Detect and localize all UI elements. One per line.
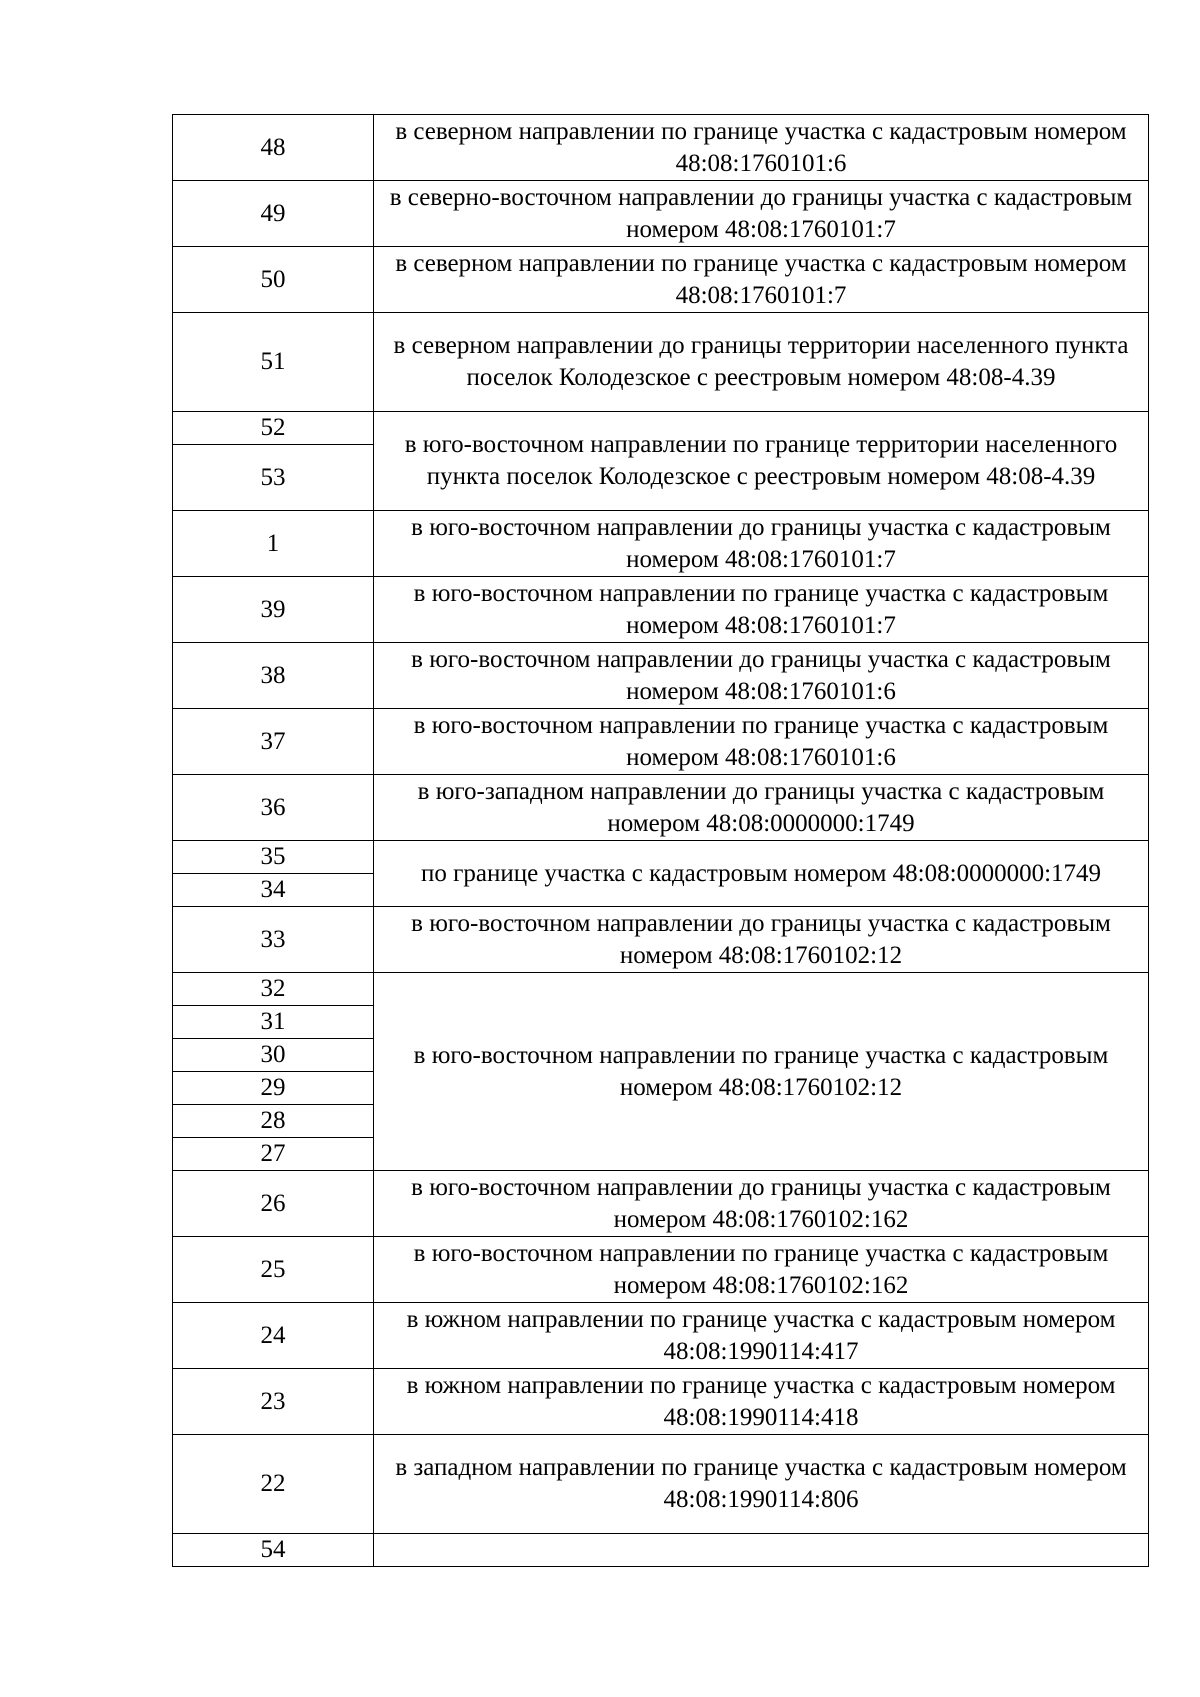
table-row xyxy=(173,709,1149,775)
boundary-description: в северном направлении по границе участка с кадастровым номером 48:08:1760101:7 xyxy=(374,247,1149,313)
table-row xyxy=(173,115,1149,181)
table-row xyxy=(173,841,1149,874)
point-number: 54 xyxy=(173,1534,374,1567)
boundary-description: в юго-восточном направлении по границе участка с кадастровым номером 48:08:1760102:12 xyxy=(374,973,1149,1171)
boundary-description: в северном направлении до границы территории населенного пункта поселок Колодезское с реестровым номером 48:08-4.39 xyxy=(374,313,1149,412)
point-number: 22 xyxy=(173,1435,374,1534)
point-number: 38 xyxy=(173,643,374,709)
point-number: 39 xyxy=(173,577,374,643)
boundary-description: в юго-восточном направлении до границы участка с кадастровым номером 48:08:1760101:7 xyxy=(374,511,1149,577)
point-number: 32 xyxy=(173,973,374,1006)
point-number: 35 xyxy=(173,841,374,874)
point-number: 36 xyxy=(173,775,374,841)
boundary-description: в юго-восточном направлении до границы участка с кадастровым номером 48:08:1760101:6 xyxy=(374,643,1149,709)
point-number: 52 xyxy=(173,412,374,445)
point-number: 50 xyxy=(173,247,374,313)
table-row xyxy=(173,1369,1149,1435)
table-row xyxy=(173,1303,1149,1369)
table-row xyxy=(173,1237,1149,1303)
boundary-description: в юго-восточном направлении по границе территории населенного пункта поселок Колодезское с реестровым номером 48:08-4.39 xyxy=(374,412,1149,511)
boundary-description: в северно-восточном направлении до границы участка с кадастровым номером 48:08:1760101:7 xyxy=(374,181,1149,247)
point-number: 34 xyxy=(173,874,374,907)
table-row xyxy=(173,1534,1149,1567)
table-row xyxy=(173,577,1149,643)
boundary-description-table xyxy=(172,114,1149,1567)
point-number: 48 xyxy=(173,115,374,181)
point-number: 30 xyxy=(173,1039,374,1072)
point-number: 1 xyxy=(173,511,374,577)
table-row xyxy=(173,247,1149,313)
boundary-description: в западном направлении по границе участка с кадастровым номером 48:08:1990114:806 xyxy=(374,1435,1149,1534)
table-row xyxy=(173,1435,1149,1534)
table-row xyxy=(173,973,1149,1006)
boundary-description: по границе участка с кадастровым номером 48:08:0000000:1749 xyxy=(374,841,1149,907)
point-number: 25 xyxy=(173,1237,374,1303)
boundary-description: в юго-восточном направлении по границе участка с кадастровым номером 48:08:1760102:162 xyxy=(374,1237,1149,1303)
table-row xyxy=(173,181,1149,247)
boundary-description xyxy=(374,1534,1149,1567)
point-number: 27 xyxy=(173,1138,374,1171)
table-row xyxy=(173,643,1149,709)
boundary-description: в юго-восточном направлении по границе участка с кадастровым номером 48:08:1760101:6 xyxy=(374,709,1149,775)
point-number: 28 xyxy=(173,1105,374,1138)
point-number: 24 xyxy=(173,1303,374,1369)
point-number: 23 xyxy=(173,1369,374,1435)
point-number: 51 xyxy=(173,313,374,412)
boundary-description: в южном направлении по границе участка с кадастровым номером 48:08:1990114:417 xyxy=(374,1303,1149,1369)
point-number: 37 xyxy=(173,709,374,775)
table-row xyxy=(173,907,1149,973)
point-number: 49 xyxy=(173,181,374,247)
boundary-description: в южном направлении по границе участка с кадастровым номером 48:08:1990114:418 xyxy=(374,1369,1149,1435)
boundary-description: в юго-восточном направлении до границы участка с кадастровым номером 48:08:1760102:162 xyxy=(374,1171,1149,1237)
table-row xyxy=(173,775,1149,841)
boundary-description: в юго-западном направлении до границы участка с кадастровым номером 48:08:0000000:1749 xyxy=(374,775,1149,841)
point-number: 33 xyxy=(173,907,374,973)
point-number: 29 xyxy=(173,1072,374,1105)
boundary-description: в северном направлении по границе участка с кадастровым номером 48:08:1760101:6 xyxy=(374,115,1149,181)
table-row xyxy=(173,1171,1149,1237)
point-number: 53 xyxy=(173,445,374,511)
point-number: 31 xyxy=(173,1006,374,1039)
boundary-description: в юго-восточном направлении по границе участка с кадастровым номером 48:08:1760101:7 xyxy=(374,577,1149,643)
table-row xyxy=(173,412,1149,445)
table-row xyxy=(173,313,1149,412)
boundary-description: в юго-восточном направлении до границы участка с кадастровым номером 48:08:1760102:12 xyxy=(374,907,1149,973)
point-number: 26 xyxy=(173,1171,374,1237)
table-row xyxy=(173,511,1149,577)
